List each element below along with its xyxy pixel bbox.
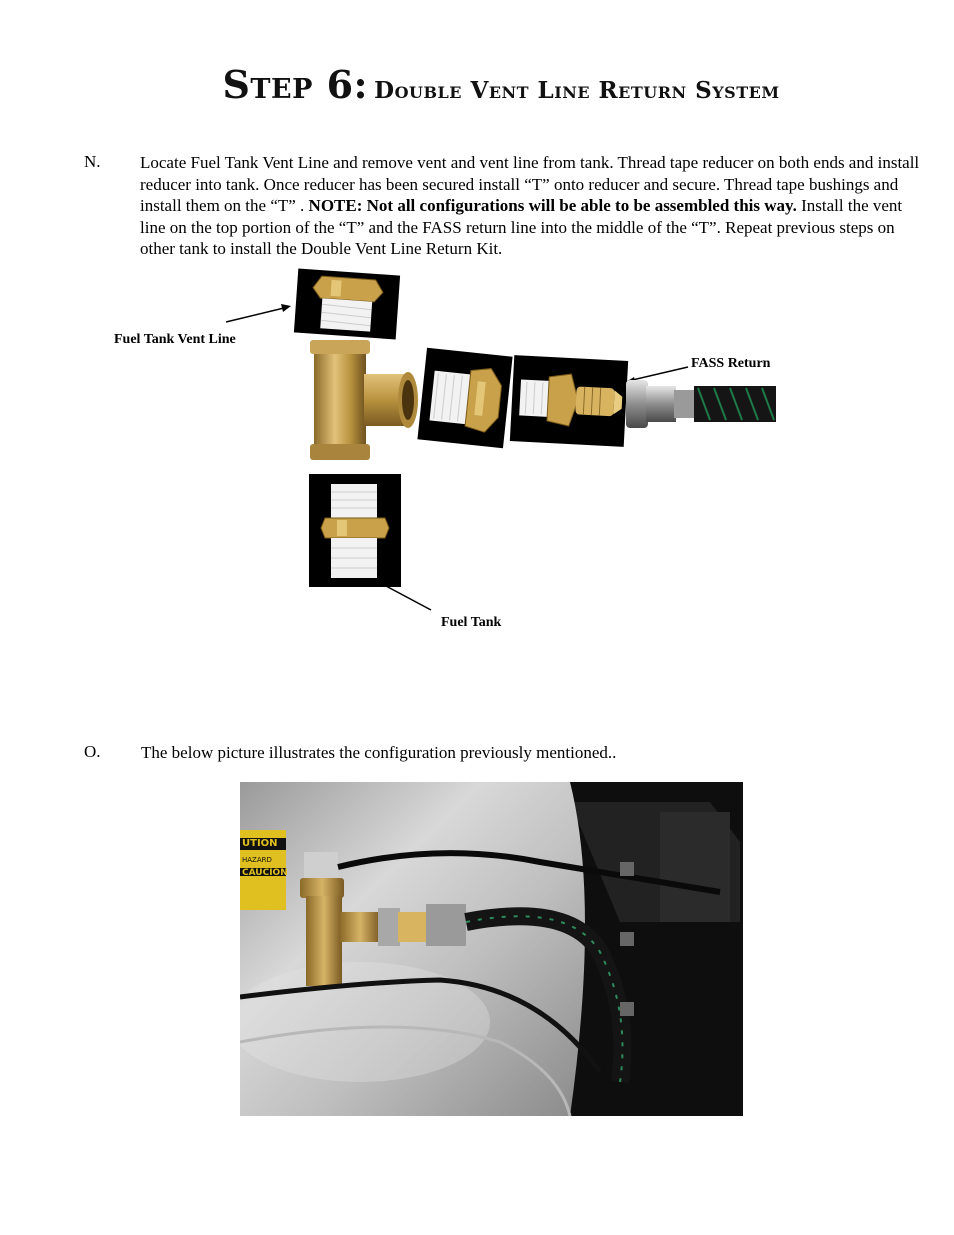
step-letter-n: N. <box>84 152 101 171</box>
leader-arrow-vent <box>281 304 291 312</box>
step-text-o: The below picture illustrates the configuration previously mentioned.. <box>141 743 617 762</box>
leader-line-vent <box>226 307 288 322</box>
step-heading: Double Vent Line Return System <box>374 77 780 104</box>
installed-configuration-photo <box>240 782 743 1116</box>
step-text-n-note: NOTE: Not all configurations will be able to be assembled this way. <box>308 196 797 216</box>
sticker-caucion-text: CAUCION <box>242 868 288 878</box>
nipple-image <box>309 474 401 587</box>
bushing-image <box>417 348 512 448</box>
step-text-n-part1: Locate Fuel Tank Vent Line and remove vent and vent line from tank. Thread tape reducer on both ends and install reducer into tank. Once reducer has been secured install “T” onto reducer and secure. Thread tape bushings and install them on the “T” . <box>140 153 920 216</box>
leader-line-tank <box>386 586 431 610</box>
step-letter-o: O. <box>84 742 101 761</box>
reducer-top-image <box>294 269 400 340</box>
brass-tee-image <box>308 340 420 460</box>
step-text-n-part2: Install the vent line on the top portion of the “T” and the FASS return line into the middle of the “T”. Repeat previous steps on other tank to install the Double Vent Line Return Kit. <box>140 196 903 259</box>
fass-return-hose-image <box>626 372 776 434</box>
sticker-caution-text: UTION <box>242 838 278 849</box>
label-fuel-tank: Fuel Tank <box>441 615 502 630</box>
sticker-hazard-text: HAZARD <box>242 856 272 864</box>
step-number: Step 6: <box>222 62 369 107</box>
label-fass-return: FASS Return <box>691 356 771 371</box>
flare-adapter-image <box>510 355 628 447</box>
label-fuel-tank-vent-line: Fuel Tank Vent Line <box>114 332 236 347</box>
